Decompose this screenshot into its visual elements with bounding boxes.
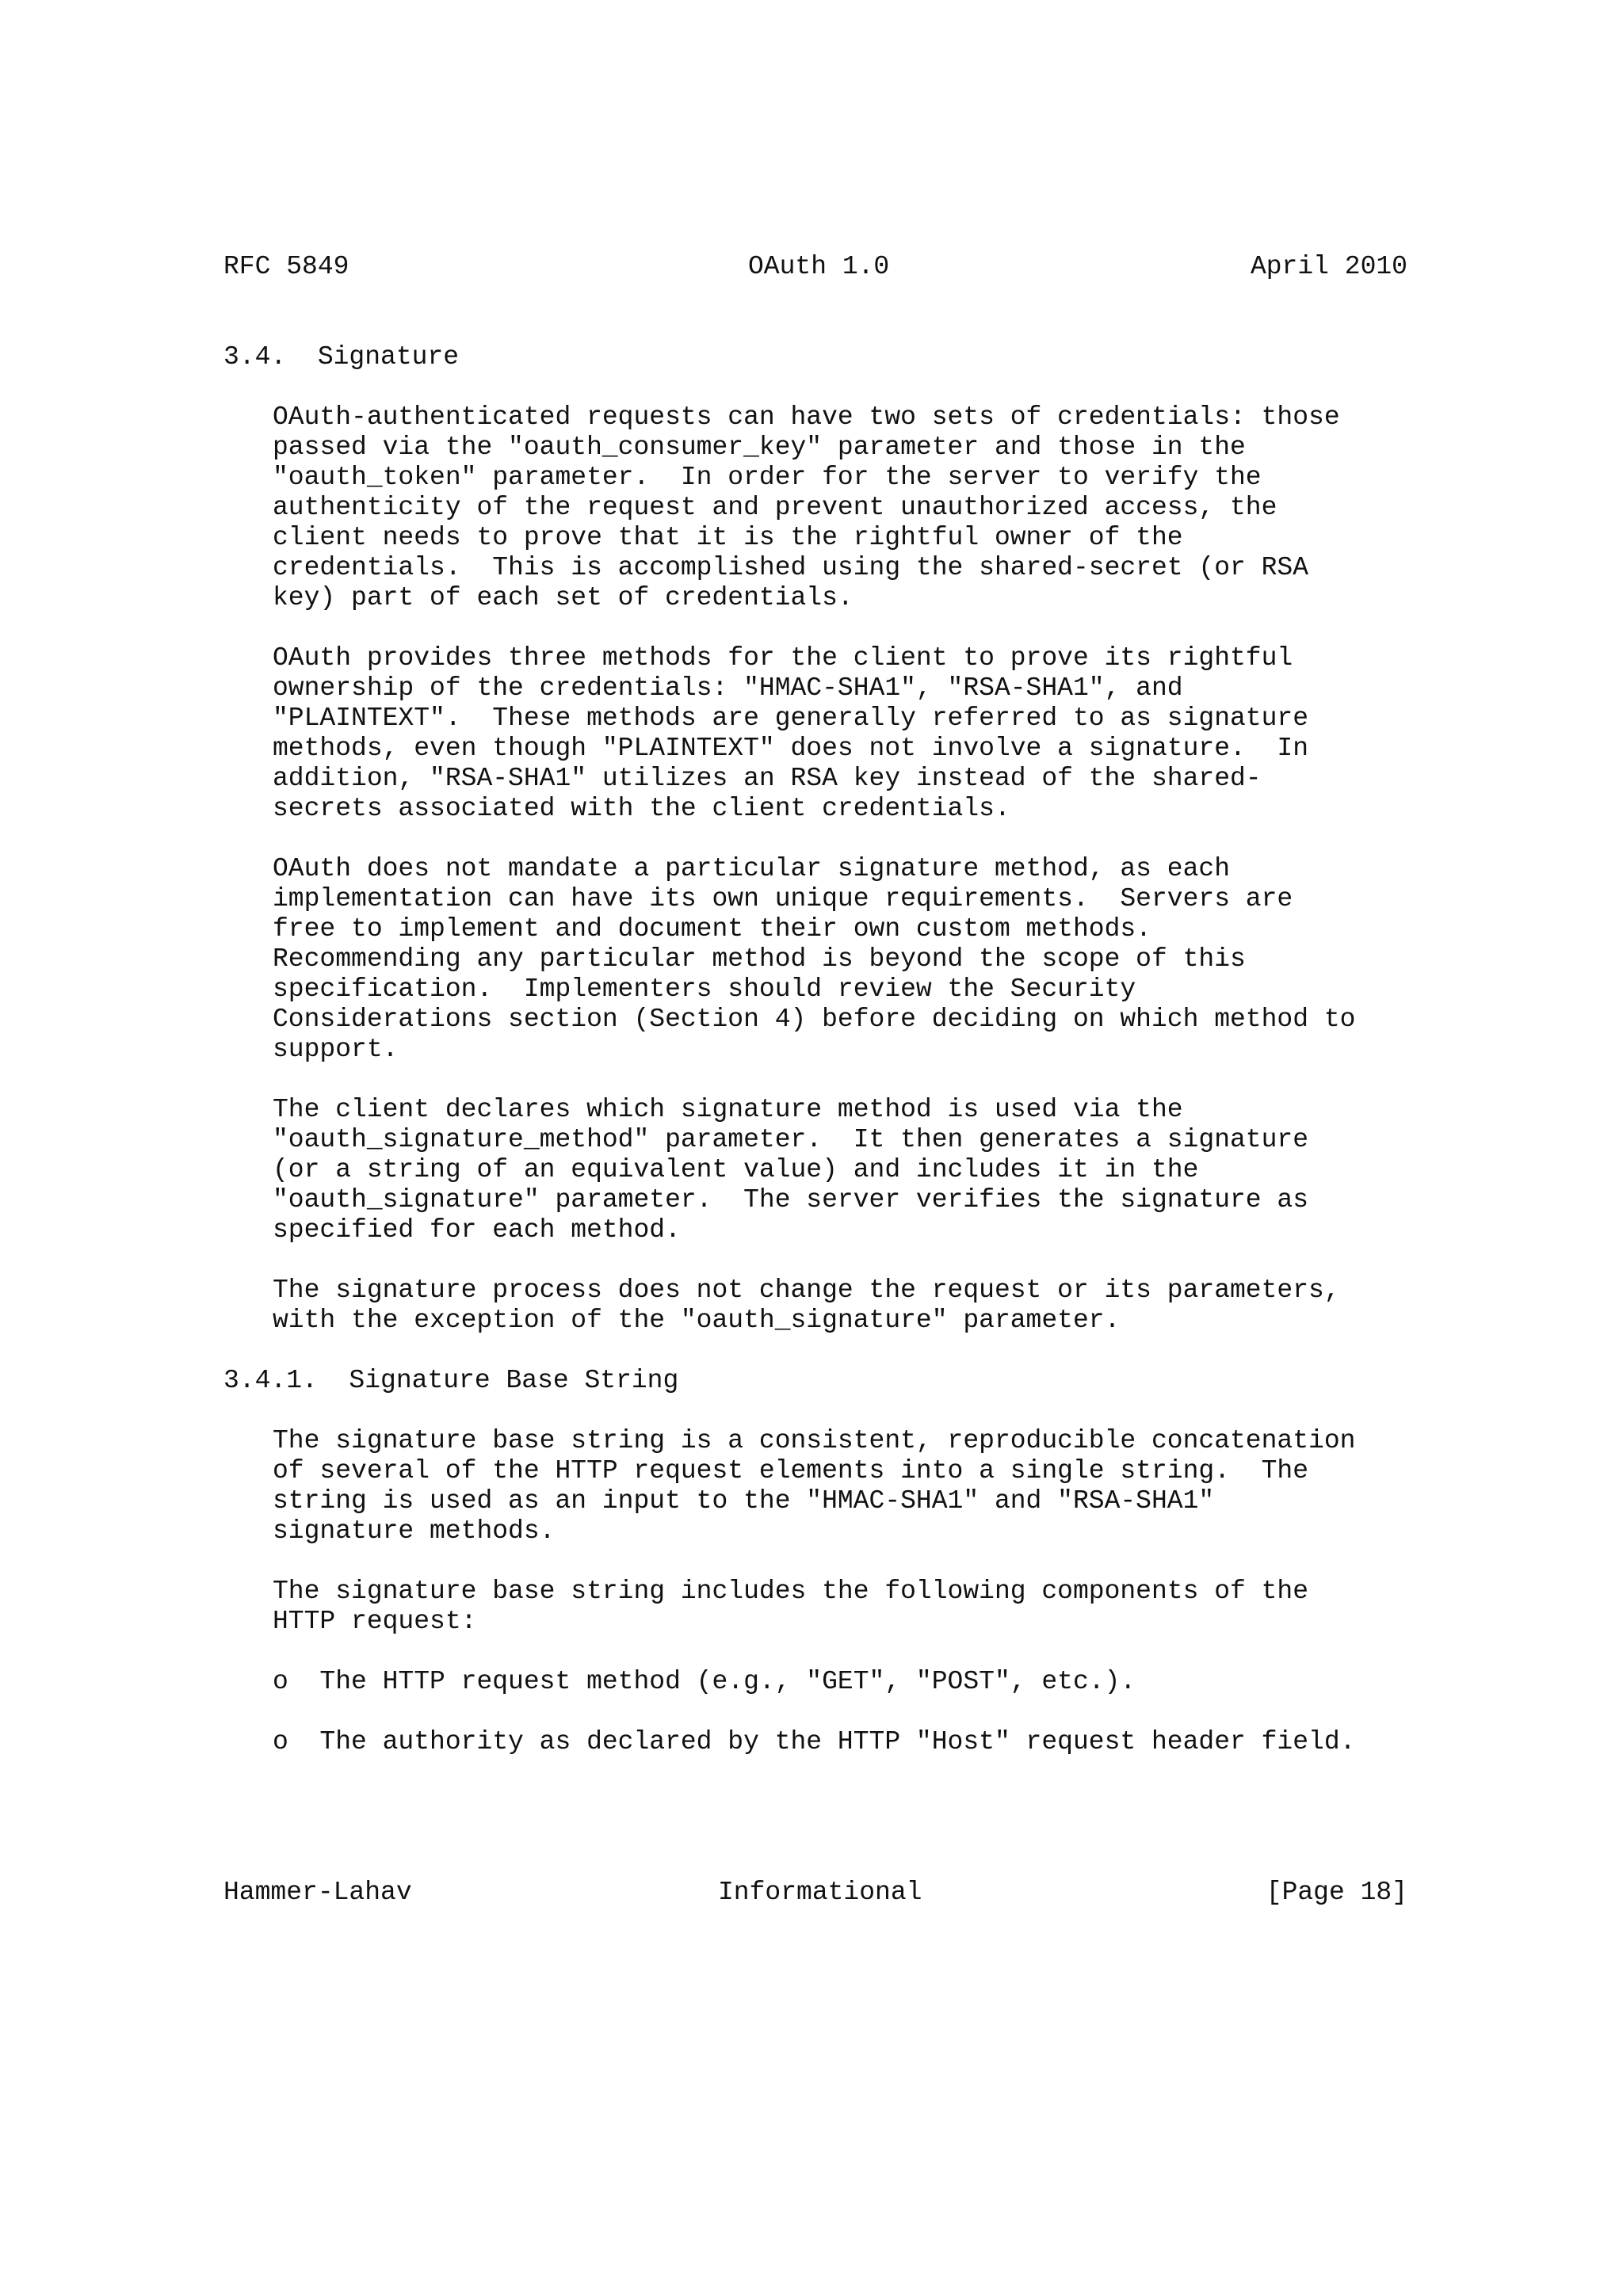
paragraph-line: OAuth-authenticated requests can have two sets of credentials: those (273, 402, 1340, 432)
list-item-authority (273, 1727, 1355, 1757)
paragraph-line: The signature base string is a consistent, reproducible concatenation (273, 1426, 1356, 1455)
paragraph-line: with the exception of the "oauth_signature" parameter. (273, 1306, 1121, 1335)
section-3-4-1-paragraph-2 (273, 1577, 1308, 1637)
paragraph-line: of several of the HTTP request elements into a single string. The (273, 1456, 1309, 1486)
paragraph-line: ownership of the credentials: "HMAC-SHA1", "RSA-SHA1", and (273, 673, 1183, 703)
list-item-text: o The authority as declared by the HTTP "Host" request header field. (273, 1727, 1356, 1756)
header-title: OAuth 1.0 (748, 252, 890, 281)
paragraph-line: The client declares which signature method is used via the (273, 1095, 1183, 1124)
header-date: April 2010 (1250, 252, 1407, 281)
paragraph-line: "oauth_token" parameter. In order for the server to verify the (273, 463, 1262, 492)
paragraph-line: "PLAINTEXT". These methods are generally referred to as signature (273, 704, 1309, 733)
section-3-4-paragraph-3 (273, 854, 1355, 1065)
paragraph-line: credentials. This is accomplished using the shared-secret (or RSA (273, 553, 1309, 582)
list-item-http-method (273, 1667, 1136, 1697)
paragraph-line: OAuth provides three methods for the client to prove its rightful (273, 643, 1293, 673)
footer-author: Hammer-Lahav (223, 1878, 412, 1907)
section-heading-3-4-1: 3.4.1. Signature Base String (223, 1366, 679, 1395)
paragraph-line: Considerations section (Section 4) before deciding on which method to (273, 1005, 1356, 1034)
paragraph-line: Recommending any particular method is beyond the scope of this (273, 944, 1246, 974)
header-rfc-number: RFC 5849 (223, 252, 349, 281)
paragraph-line: The signature process does not change the request or its parameters, (273, 1276, 1340, 1305)
paragraph-line: The signature base string includes the following components of the (273, 1577, 1309, 1606)
paragraph-line: secrets associated with the client credentials. (273, 794, 1010, 823)
list-item-text: o The HTTP request method (e.g., "GET", "POST", etc.). (273, 1667, 1136, 1696)
section-3-4-paragraph-5 (273, 1276, 1340, 1336)
paragraph-line: specified for each method. (273, 1215, 681, 1245)
paragraph-line: free to implement and document their own custom methods. (273, 914, 1151, 944)
footer-category: Informational (718, 1878, 922, 1907)
paragraph-line: "oauth_signature" parameter. The server verifies the signature as (273, 1185, 1309, 1215)
section-3-4-1-paragraph-1 (273, 1426, 1355, 1547)
paragraph-line: passed via the "oauth_consumer_key" parameter and those in the (273, 433, 1246, 462)
section-heading-3-4: 3.4. Signature (223, 342, 460, 372)
section-3-4-paragraph-1 (273, 402, 1340, 613)
footer-page-number: [Page 18] (1266, 1878, 1407, 1907)
paragraph-line: methods, even though "PLAINTEXT" does not involve a signature. In (273, 734, 1309, 763)
paragraph-line: (or a string of an equivalent value) and includes it in the (273, 1155, 1199, 1184)
paragraph-line: key) part of each set of credentials. (273, 583, 854, 612)
paragraph-line: "oauth_signature_method" parameter. It then generates a signature (273, 1125, 1309, 1154)
paragraph-line: authenticity of the request and prevent unauthorized access, the (273, 493, 1277, 522)
paragraph-line: client needs to prove that it is the rightful owner of the (273, 523, 1183, 552)
paragraph-line: HTTP request: (273, 1607, 477, 1636)
paragraph-line: implementation can have its own unique requirements. Servers are (273, 884, 1293, 913)
section-3-4-paragraph-2 (273, 643, 1308, 824)
paragraph-line: signature methods. (273, 1516, 556, 1546)
paragraph-line: specification. Implementers should review the Security (273, 974, 1136, 1004)
paragraph-line: support. (273, 1035, 399, 1064)
paragraph-line: addition, "RSA-SHA1" utilizes an RSA key instead of the shared- (273, 764, 1262, 793)
paragraph-line: OAuth does not mandate a particular signature method, as each (273, 854, 1230, 883)
paragraph-line: string is used as an input to the "HMAC-SHA1" and "RSA-SHA1" (273, 1486, 1215, 1516)
section-3-4-paragraph-4 (273, 1095, 1308, 1245)
